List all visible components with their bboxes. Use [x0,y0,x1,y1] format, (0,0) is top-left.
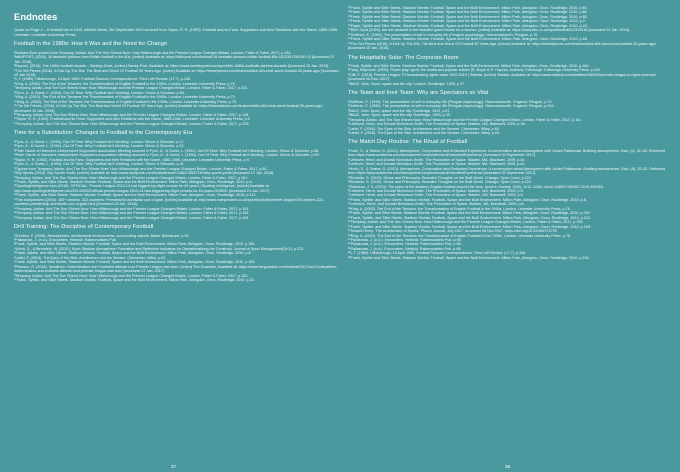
endnote-item: ⁹Tempany, Adrian. And The Sun Shines Now: How Hillsborough and the Premier League Changed Britain, London, Faber & Faber, 2017, p.161. [14,175,249,180]
section-heading-drill-training: Drill Training: The Discipline of Contemporary Football [14,224,154,231]
notes-continued [348,6,673,51]
endnote-item: ¹³Taylor, R. R. (1992). Football and its Fans: Supporters and their Relations with the Game, 1885-1985. Leicester: Leicester University Press, p.5. [14,117,251,122]
endnote-item: ²⁰Pallasmaa, J. (n.d.). Encounters. Helsinki: Rakennustieto Pub. p.96. [348,242,462,247]
endnote-item: ¹⁹Pallasmaa, J. (n.d.). Encounters. Helsinki: Rakennustieto Pub. p.96. [348,237,462,242]
endnote-item: ⁷Lahiri, F. (2016). The Eyes of the Skin: Architecture and the Senses. Chichester: Wiley, p.63. [348,126,500,131]
endnote-item: ⁴Peter Garrie of Hammers Independent Supporters Association Meeting sourced in Fynn, A., & Guest, L. (1994). Out Of Time: Why Football Isn't Working. London: Simon & Schuster, p.59. [14,153,320,158]
endnote-item: ³Frank, Sybille, and Silke Steets. Stadium Worlds: Football, Space and the Built Environment. Milton Park, Abingdon, Oxon, Routledge, 2010, p.156. [14,242,256,247]
endnote-item: ⁶Richards, S. (2010). Sense and Philosophy: Beautiful Thoughts on the Built World. Chicago: Open Court, p.224. [348,180,532,185]
endnote-item: ⁴Ulrich, S., & Bernstein, W. (2010). Sport Stadium Atmosphere: Formative and Reflective Indicators for Operationalizing the Construct. Journal of Sport Management(24:2), p.173. [14,246,305,251]
section-heading-team: The Team and their Team: Why are Spectators so Vital [348,90,489,97]
endnote-item: ¹Goffman, E. (1990). The presentation of self in everyday life (Penguin psychology). Harmondsworth, England: Penguin, p.70. [348,99,553,104]
endnote-item: ¹¹SportingIntelligence.com (2016). OFFICIAL: Premier League 2013-14 had biggest top-flight crowds for 64 years | Sporting Intelligence. [online] Available at: http://www.sportingintelligence.com/2014/06/02/official-premier-league-2013-14-had-biggest-top-flight-crowds-for-64-years-020601/ [Accessed 24 Jan. 2017]. [14,184,271,193]
endnote-item: ¹¹Lefebvre, Henri, and Donald Nicholson-Smith. The Production of Space. Malden, MA, Blackwell, 2009, p.6. [348,202,525,207]
endnote-item: ³BALE, John. Sport, space and the city. Routledge, 1993, p.87. [348,108,451,113]
endnote-item: ⁷Tempany, Adrian. And The Sun Shines Now: How Hillsborough and the Premier League Changed Britain, London, Faber & Faber, 2017, p.220. [14,86,249,91]
endnote-item: ³Beyond, (2016). The 1980s football decade – Sanleys Ends. [online] Sanley Post. Available at: https://www.sandleypost.com/sport/the-1980s-footballs-darkest-decade/ [Accessed 15 Jan. 2018]. [14,64,330,69]
endnote-item: ²Pallasmaa, J. (n.d.). Encounters. Helsinki: Rakennustieto Pub. [14,238,117,242]
left-page [14,6,339,464]
section-heading-hospitality: The Hospitality Suite: The Corporate Boom [348,54,459,61]
page-number-left: 37 [171,464,177,469]
endnote-item: ¹³Frank, Sybille, and Silke Steets. Stadium Worlds: Football, Space and the Built Environment. Milton Park, Abingdon, Oxon, Routledge, 2010, p.239. [348,211,591,216]
notes-substitution [14,140,339,220]
section-heading-1980s: Football in the 1980s: How it Was and the Need for Change [14,41,168,48]
endnote-item: ⁹Tempany, Adrian. And The Sun Shines Now: How Hillsborough and the Premier League Changed Britain, London, Faber & Faber, 2017, p.153. [14,273,249,278]
endnote-item: ¹³The Independent (2016). 100+ viewers. 322 countries: Premiership worldwide sort of grab. [online] Available at: http://www.independent.co.uk/sport/football/premier-league/100-viewers-322-countries-premiership-worldwide-sort-of-grab.html [Accessed 15 Jan. 2018]. [14,197,325,207]
endnote-item: ¹⁶Tempany, Adrian. And The Sun Shines Now: How Hillsborough and the Premier League Changed Britain, London, Faber & Faber, 2017, p.164. [14,215,250,220]
endnote-item: ⁸Fynn, A., & Guest, L. (1994). Out Of Time: Why Football Isn't Working. London: Simon & Schuster, p.59. [14,90,185,95]
endnote-item: ⁶Fynn, A., & Guest, L. (1994). Out Of Time: Why Football Isn't Working. London: Simon & Schuster, p.41. [14,162,185,167]
endnote-item: ¹Barbara Buer quoted from Tempany, Adrian. And The Sun Shines Now: How Hillsborough and the Premier League Changed Britain, London, Faber & Faber, 2017, p.184. [14,50,292,55]
endnote-item: ¹⁶BBC Sport (2016). Are the weakest in the beautiful game bearer for a woman. [online] Available at: https://www.bbc.co.uk/sport/football/22314515 [Accessed 21 Jan. 2018]. [348,28,630,33]
endnote-item: ²Fynn, A., & Guest, L. (1994). Out Of Time: Why Football Isn't Working. London: Simon & Schuster, p.32. [14,144,185,149]
notes-hospitality [348,64,673,86]
endnote-item: ²Parry, Raymond. (2009). Power play: sport, the media and popular culture (R. Boyle & R. Haynes, Authors). Edinburgh: Edinburgh University Press. p.202. [348,68,602,73]
endnote-item: ²¹Pallasmaa, J. (n.d.). Encounters. Helsinki: Rakennustieto Pub. p.96. [348,246,462,251]
endnote-item: ¹⁰King, A. (2002). The End of the Terraces: the Transformation of English Football in the 1990s. London: Leicester University Press, p.75. [14,99,237,104]
notes-drill-training [14,234,339,283]
page-number-right: 38 [505,464,511,469]
endnote-item: ¹Horth, S., & Teams, G. (2013). Atmosphere, Composition and Embodied Experience. A conversation about Atmosphere with Juhani Pallasmaa. Building atmospheres, Oslo, (9), 32–53. Retrieved from https://www.academia.edu/AtmosphereCompositionAndEmbodiedExperience [Accessed 30 September 2017]. [348,148,665,158]
endnote-item: ¹⁴Tempany, Adrian. And The Sun Shines Now: How Hillsborough and the Premier League Changed Britain, London, Faber & Faber, 2017, p.151. [14,206,250,211]
endnote-item: ²talkSPORT, (2016). 16 fantastic pictures from British football in the 80s. [online] Available at: https://talksport.com/football/16-fantastic-pictures-british-football-80s-151230175678/?=2 [Accessed 12 Jan. 2018]. [14,55,334,64]
endnote-item: ²³Frank, Sybille and Silke Steets. Stadium Worlds: Football, Space and the Built Environment. Milton Park, Abingdon, Oxon, Routledge, 2010, p.234. [348,255,590,260]
notes-team [348,100,673,136]
endnote-item: ¹⁸King, A. (2002). The End of the Terraces: the Transformation of English Football in the 1990s. London: Leicester University Press, p.75. [348,233,571,238]
endnote-item: ⁵Frank, Sybille, and Silke Steets. Stadium Worlds: Football, Space and the Built Environment. Milton Park, Abingdon, Oxon, Routledge, 2010, p.6. [14,251,252,256]
endnote-item: ⁴BALE, John. Sport, space and the city. London: Routledge, 1993, p.27. [348,81,466,86]
endnote-item: ¹¹Frank, Sybille and Silke Steets. Stadium Worlds: Football, Space and the Built Environment. Milton Park, Abingdon, Oxon, Routledge, 2010, p.85. [348,6,588,10]
notes-1980s [14,51,339,127]
endnote-item: ⁹Lefebvre, Henri, and Donald Nicholson-Smith. The Production of Space. Malden, MA, Blackwell, 2009, p.6. [348,193,524,198]
endnote-item: ¹⁵Tempany, Adrian. And The Sun Shines Now: How Hillsborough and the Premier League Changed Britain, London, Faber & Faber, 2017, p.154. [14,211,250,216]
endnote-item: ⁷Robinson, J. S. (2010). The place of the stadium: English football beyond the fans. Sport in Society, 13(6), 1012–1026. doi:10.1080/17430437.2010.491269. [348,184,604,189]
endnote-item: ¹³Frank, Sybille and Silke Steets. Stadium Worlds: Football, Space and the Built Environment. Milton Park, Abingdon, Oxon, Routledge, 2010, p.88. [348,14,588,19]
endnote-item: ¹⁴Tempany, Adrian. And The Sun Shines Now: How Hillsborough and the Premier League Changed Britain, London, Faber & Faber, 2017, p.225. [14,121,250,126]
endnote-item: ³Peter Garrie of Hammers Independent Supporters Association Meeting sourced in Fynn, A., & Guest, L. (1994). Out Of Time: Why Football Isn't Working. London: Simon & Schuster, p.58. [14,148,320,153]
endnote-item: ⁵Taylor, R. R. (1992). Football and its Fans: Supporters and their Relations with the Game, 1885-1985. Leicester: Leicester University Press, p.9. [14,157,250,162]
endnote-item: ¹⁰Frank, Sybille, and Silke Steets. Stadium Worlds: Football, Space and the Built Environment. Milton Park, Abingdon, Oxon, Routledge, 2010, p.23. [14,278,255,283]
endnote-item: ¹Frank, Sybille, and Silke Steets. Stadium Worlds: Football, Space and the Built Environment. Milton Park, Abingdon, Oxon, Routledge, 2010, p.166. [348,64,590,69]
endnote-item: ⁷Frank, Sybille, and Silke Steets. Stadium Worlds: Football, Space and the Built Environment. Milton Park, Abingdon, Oxon, Routledge, 2010, p.153. [14,260,256,265]
endnote-item: ⁸Sky Sports (2018). Sky Sports Youth. [online] Available at: http://www.skysports.com/football/news/11662/10687750/sky-sports-youth [Accessed 17 Jan. 2018]. [14,171,275,176]
endnote-item: ⁶King, A. (2002). The End of the Terraces: the Transformation of English Football in the 1990s. London: Leicester University Press, p.75. [14,81,236,86]
endnote-item: ¹⁴Frank, Sybille, and Silke Steets. Stadium Worlds: Football, Space and the Built Environment. Milton Park, Abingdon, Oxon, Routledge, 2010, p.222. [348,215,591,220]
endnote-item: ¹²Tempany, Adrian. And The Sun Shines Now: How Hillsborough and the Premier League Changed Britain, London, Faber & Faber, 2017, p.138. [14,113,250,118]
endnote-item: ⁴BALE, John. Sport, space and the city. Routledge, 1993, p.39. [348,113,451,118]
endnote-item: ¹⁵Tempany, Adrian. And The Sun Shines Now: How Hillsborough and the Premier League Changed Britain, London, Faber & Faber, 2017, p.150. [348,220,584,225]
endnote-item: ⁶Lahiri, F. (2016). The Eyes of the Skin: Architecture and the Senses. Chichester: Wiley, p.63. [14,255,167,260]
endnote-item: ¹⁶Frank, Sybille, and Silke Steets. Stadium Worlds: Football, Space and the Built Environment. Milton Park, Abingdon, Oxon, Routledge, 2010, p.169. [348,224,591,229]
endnote-item: ⁴Horth, S., & Teams, G. (2013). Atmosphere, Composition and Embodied Experience. A conversation about Atmosphere with Juhani Pallasmaa. Building atmospheres, Oslo, (9), 32–53. Retrieved from https://www.academia.edu/AtmosphereCompositionAndEmbodiedExperience [Accessed 30 September 2017]. [348,166,666,176]
endnote-item: ¹⁰Frank, Sybille, and Silke Steets. Stadium Worlds: Football, Space and the Built Environment. Milton Park, Abingdon, Oxon, Routledge, 2010, p.8. [348,197,587,202]
endnote-item: ⁸Pearson, R. (2018). Decathlon: Determination and Football's attitude how Premier League was born. [online] The Guardian. Available at: https://www.theguardian.com/football/2017/oct/12/decathlon-determination-and-footballs-attitude-how-premier-league-was-born [Accessed 17 Jan. 2017]. [14,264,338,274]
section-heading-substitution: Time for a Substitution: Changes to Football in the Contemporary Era [14,130,193,137]
endnote-item: ¹⁸Frank, Sybille and Silke Steets. Stadium Worlds: Football, Space and the Built Environment. Milton Park, Abingdon, Oxon, Routledge, 2010, p.66. [348,37,588,42]
endnote-item: ⁸Lahiri, F. (2016). The Eyes of the Skin: Architecture and the Senses. Chichester: Wiley, p.63. [348,130,501,135]
endnote-item: ¹⁹The Set Pieces (2016). A Kick Up The 80s: The Best And Worst Of Football 30 Years Ago. [online] Available at: https://thesetpieces.com/features/kick-80s-best-worst-football-30-years-ago/ [Accessed 15 Jan. 2018]. [348,41,656,51]
endnote-item: ²Goffman, E. (1990). The presentation of self in everyday life (Penguin psychology). Harmondsworth, England: Penguin, p.210. [348,104,555,109]
endnote-item: ⁹King, A. (2002). The End of the Terraces: the Transformation of English Football in the 1990s. London: Leicester University Press, p.75. [14,95,236,100]
endnote-item: ⁵L.T. (1989). Hillsborough, 15 April 1989. Football Sources Correspondence. Flew Left Review. (17.7), p.106. [14,77,192,82]
notes-match-day [348,149,673,260]
section-heading-match-day: The Match Day Routine: The Ritual of Football [348,139,468,146]
endnote-item: ¹⁷Goffman, E. (1990). The presentation of self in everyday life (Penguin psychology). Harmondsworth: Penguin, p.75. [348,32,539,37]
endnote-item: ¹⁷Roland Henry, 'The Architecture of Sports,' Places Journal, July 2017. Accessed 08 Dec 2017. https://doi.org/10.22269/170725 [348,229,557,234]
right-page [348,6,673,464]
endnote-item: ¹²Frank, Sybille, and Silke Steets. Stadium Worlds: Football, Space and the Built Environment. Milton Park, Abingdon, Oxon, Routledge, 2010, p.113. [14,193,257,198]
endnote-item: ¹⁰Frank, Sybille, and Silke Steets. Stadium Worlds: Football, Space and the Built Environment. Milton Park, Abingdon, Oxon, Routledge, 2010, p.6. [14,179,253,184]
endnote-item: ⁸Lefebvre, Henri, and Donald Nicholson-Smith. The Production of Space. Malden, MA, Blackwell, 2009, p.6. [348,189,524,193]
endnote-item: ⁷Figures from Tempany, Adrian. And The Sun Shines Now: How Hillsborough and the Premier League Changed Britain, London, Faber & Faber, 2017, p.81. [14,166,268,171]
endnote-item: ⁴The Set Pieces (2016). A Kick Up The 80s: The Best and Worst Of Football 30 Years Ago. [online] Available at: https://thesetpieces.com/features/kick-80s-best-worst-football-30-years-ago/ [Accessed 15 Jan 2018]. [14,68,339,77]
intro-quote-source: Quote on Page 2 – A football fan in 1910, Athletic News, 5th September 1910 sourced from Taylor, R. R. (1992). Football and its Fans: Supporters and their Relations with the Game, 1885-1985. Leicester: Leicester University Press. [14,28,339,37]
endnote-item: ³Lefebvre, Henri, and Donald Nicholson-Smith. The Production of Space. Malden, MA, Blackwell, 2009, p.40. [348,162,526,167]
endnote-item: ¹²King, A. (2002). The End of the Terraces: the Transformation of English Football in the 1990s. London: Leicester University Press, p.75. [348,206,571,211]
endnote-item: ²²L.T. (1989). Hillsborough, 15 April 1989. Football Sources Correspondence. Flew Left Review. (17.7), p.106. [348,251,527,256]
endnote-item: ⁶Lefebvre, Henri, and Donald Nicholson-Smith. The Production of Space. Malden, MA, Blackwell, 2009, p.36. [348,122,526,127]
endnote-item: ²Lefebvre, Henri, and Donald Nicholson-Smith. The Production of Space. Malden, MA, Blackwell, 2009, p.40. [348,157,526,162]
endnote-item: ¹⁴Frank, Sybille and Silke Steets. Stadium Worlds: Football, Space and the Built Environment. Milton Park, Abingdon, Oxon, Routledge, 2010, p.2. [348,19,586,24]
endnote-item: ⁵Tempany, Adrian. And The Sun Shines Now: How Hillsborough and the Premier League Changed Britain, London, Faber & Faber, 2017, p.161. [348,117,583,122]
endnotes-title: Endnotes [14,12,58,23]
endnote-item: ¹⁵Frank, Sybille and Silke Steets. Stadium Worlds: Football, Space and the Built Environment. Milton Park, Abingdon, Oxon, Routledge, 2010, p.23. [348,23,588,28]
endnote-item: ³Cliff, F. (2018). Premier League TV broadcasting rights value 1992-2019 | Statista. [online] Statista. Available at: https://www.statista.com/statistics/385002/premier-league-tv-rights-revenue/ [Accessed 06 Dec. 2017]. [348,72,656,82]
endnote-item: ¹¹The Set Pieces, (2016). A Kick Up The 80s: The Best And Worst Of Football 30 Years Ago. [online] Available at: https://thesetpieces.com/features/kick-80s-best-worst-football-30-years-ago/ [Accessed 15 Jan. 2018]. [14,104,323,113]
endnote-item: ¹Zumthor, P. (2006). Atmospheres: architectural environments, surrounding objects. Basel: Birkhäuser, p.53. [14,233,190,238]
endnote-item: ¹Fynn, A., & Guest, L. (1994). Out Of Time: Why Football Isn't Working. London: Simon & Schuster, p.17. [14,139,185,144]
endnote-item: ⁵Richards, S. (2010). Sense and Philosophy: Beautiful Thoughts on the Built World. Chicago: Open Court, p.224. [348,175,532,180]
endnote-item: ¹²Frank, Sybille and Silke Steets. Stadium Worlds: Football, Space and the Built Environment. Milton Park, Abingdon, Oxon, Routledge, 2010, p.86. [348,10,588,15]
